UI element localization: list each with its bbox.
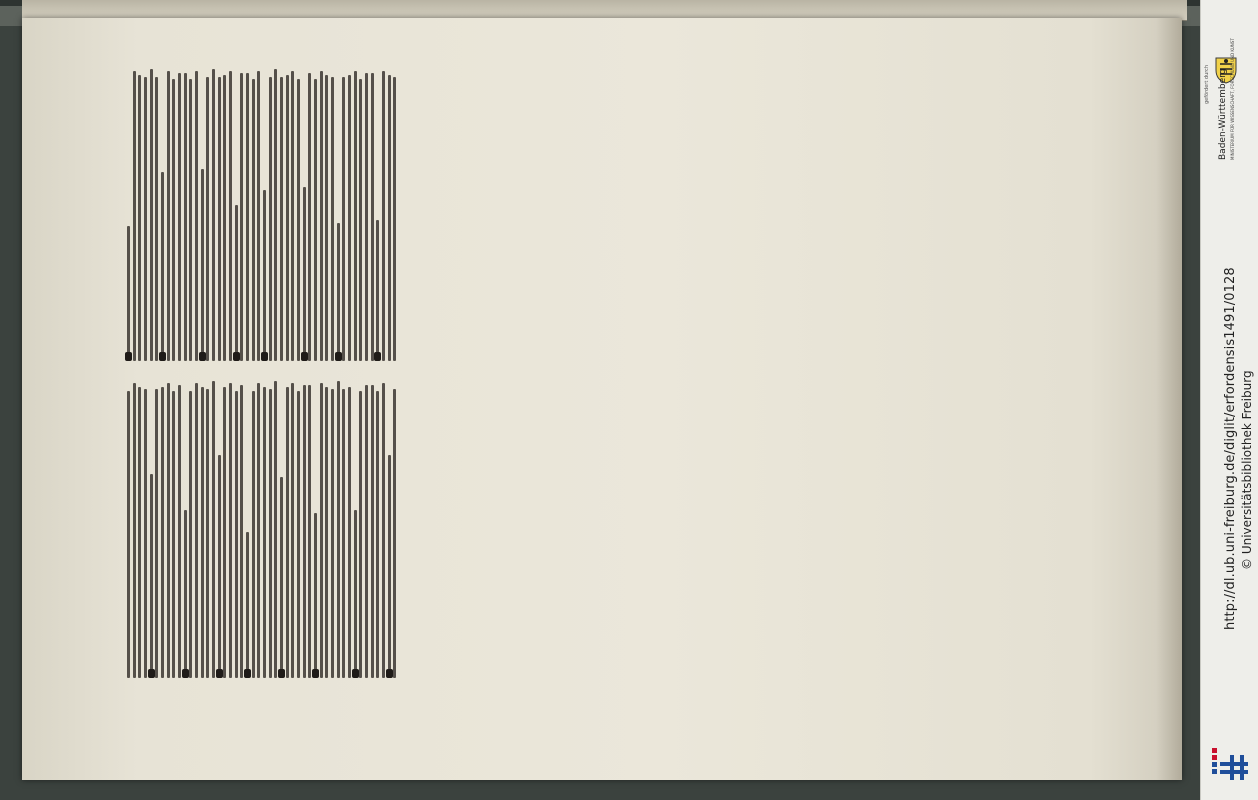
pilcrow-marker (374, 352, 381, 361)
text-line (320, 71, 323, 361)
pilcrow-marker (199, 352, 206, 361)
text-line (320, 383, 323, 678)
text-line (291, 383, 294, 678)
text-line (150, 474, 153, 678)
text-line (184, 73, 187, 361)
text-line (218, 455, 221, 678)
text-line (325, 75, 328, 361)
text-line (223, 387, 226, 678)
text-line (133, 383, 136, 678)
text-line (189, 79, 192, 361)
text-line (133, 71, 136, 361)
text-line (206, 389, 209, 678)
text-line (263, 387, 266, 678)
text-line (144, 77, 147, 361)
permalink-url[interactable]: http://dl.ub.uni-freiburg.de/diglit/erfordensis1491/0128 (1223, 267, 1238, 630)
text-line (286, 75, 289, 361)
copyright-notice: © Universitätsbibliothek Freiburg (1240, 370, 1254, 570)
text-line (371, 385, 374, 678)
text-line (252, 391, 255, 678)
text-line (376, 391, 379, 678)
text-line (342, 77, 345, 361)
text-line (331, 77, 334, 361)
pilcrow-marker (148, 669, 155, 678)
text-line (150, 69, 153, 361)
text-column-right (127, 61, 399, 361)
text-line (393, 77, 396, 361)
text-line (155, 389, 158, 678)
pilcrow-marker (182, 669, 189, 678)
funding-state: Baden-Württemberg (1218, 68, 1228, 160)
text-line (359, 79, 362, 361)
text-line (178, 385, 181, 678)
pilcrow-marker (278, 669, 285, 678)
text-line (348, 387, 351, 678)
text-line (138, 75, 141, 361)
pilcrow-marker (125, 352, 132, 361)
funding-label: gefördert durch (1204, 64, 1210, 104)
text-line (297, 391, 300, 678)
pilcrow-marker (301, 352, 308, 361)
text-line (393, 389, 396, 678)
text-line (240, 73, 243, 361)
text-line (371, 73, 374, 361)
pilcrow-marker (352, 669, 359, 678)
text-line (155, 77, 158, 361)
text-line (274, 381, 277, 678)
pilcrow-marker (386, 669, 393, 678)
text-line (235, 205, 238, 361)
text-line (354, 510, 357, 678)
text-line (229, 71, 232, 361)
text-line (161, 172, 164, 361)
text-line (263, 190, 266, 361)
text-line (382, 71, 385, 361)
text-line (348, 75, 351, 361)
text-line (297, 79, 300, 361)
page-gutter (1156, 18, 1182, 780)
text-line (178, 73, 181, 361)
text-line (286, 387, 289, 678)
ub-freiburg-logo-icon[interactable] (1208, 746, 1252, 782)
pilcrow-marker (261, 352, 268, 361)
text-line (308, 73, 311, 361)
text-line (212, 69, 215, 361)
manuscript-page (22, 18, 1182, 780)
text-line (138, 387, 141, 678)
text-line (195, 71, 198, 361)
text-line (257, 71, 260, 361)
pilcrow-marker (312, 669, 319, 678)
text-line (144, 389, 147, 678)
text-line (246, 73, 249, 361)
text-line (223, 75, 226, 361)
text-line (269, 389, 272, 678)
text-line (252, 79, 255, 361)
text-line (127, 226, 130, 361)
text-line (189, 391, 192, 678)
text-line (354, 71, 357, 361)
text-line (303, 385, 306, 678)
text-line (172, 79, 175, 361)
pilcrow-marker (216, 669, 223, 678)
text-line (127, 391, 130, 678)
text-line (365, 73, 368, 361)
pilcrow-marker (335, 352, 342, 361)
text-line (308, 385, 311, 678)
text-line (246, 532, 249, 678)
text-line (337, 223, 340, 361)
text-line (274, 69, 277, 361)
text-line (218, 77, 221, 361)
text-line (206, 77, 209, 361)
text-line (388, 75, 391, 361)
text-line (280, 477, 283, 678)
text-line (240, 385, 243, 678)
text-line (388, 455, 391, 678)
text-line (376, 220, 379, 361)
text-line (365, 385, 368, 678)
text-line (291, 71, 294, 361)
text-line (325, 387, 328, 678)
text-line (201, 387, 204, 678)
text-line (201, 169, 204, 361)
text-line (167, 383, 170, 678)
text-line (331, 389, 334, 678)
text-line (161, 387, 164, 678)
funding-ministry: MINISTERIUM FÜR WISSENSCHAFT, FORSCHUNG UND KUNST (1230, 38, 1235, 160)
text-line (314, 513, 317, 678)
pilcrow-marker (244, 669, 251, 678)
text-line (167, 71, 170, 361)
text-line (172, 391, 175, 678)
pilcrow-marker (233, 352, 240, 361)
text-line (229, 383, 232, 678)
text-line (314, 79, 317, 361)
text-line (280, 77, 283, 361)
text-line (269, 77, 272, 361)
text-line (342, 389, 345, 678)
text-line (303, 187, 306, 361)
text-line (195, 383, 198, 678)
pilcrow-marker (159, 352, 166, 361)
text-line (337, 381, 340, 678)
text-line (257, 383, 260, 678)
text-line (359, 391, 362, 678)
text-line (382, 383, 385, 678)
text-line (235, 391, 238, 678)
text-line (212, 381, 215, 678)
text-column-left (127, 373, 399, 678)
text-line (184, 510, 187, 678)
